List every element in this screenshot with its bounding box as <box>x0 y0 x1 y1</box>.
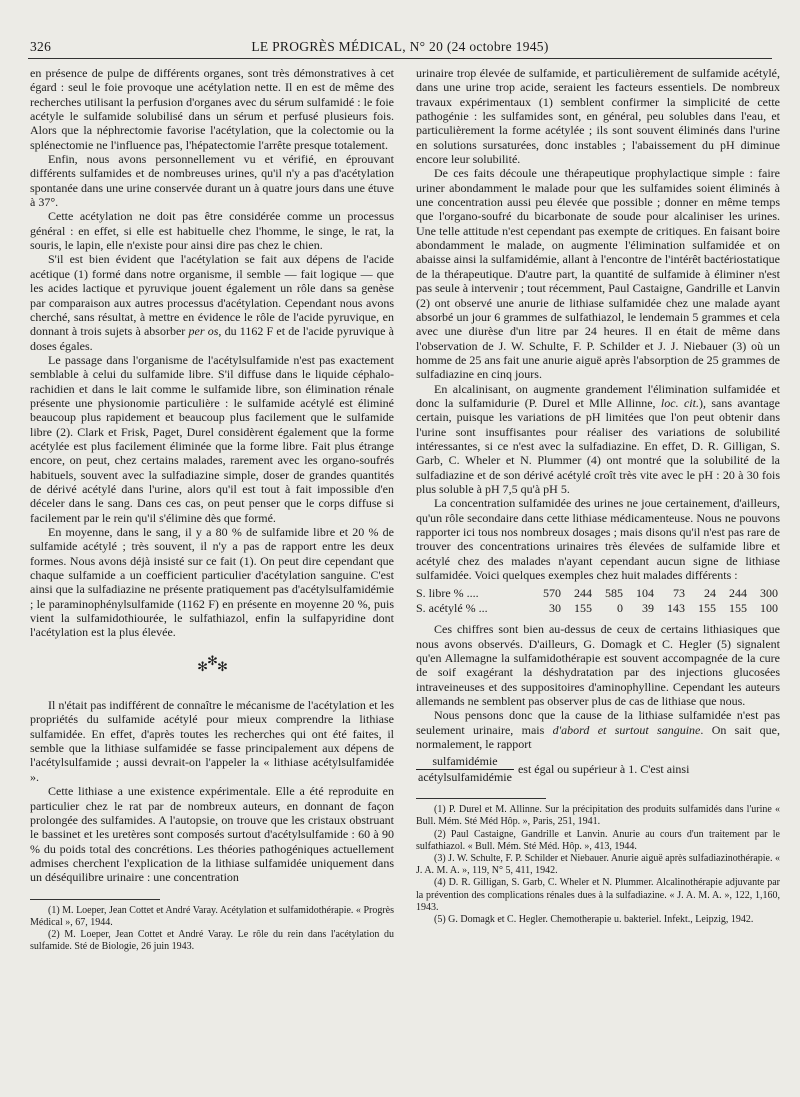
footnote: (1) M. Loeper, Jean Cottet et André Varay. Acétylation et sulfamidothérapie. « Progrès Médical », 67, 1944. <box>30 904 394 928</box>
fraction-denominator: acétylsulfamidémie <box>418 769 512 784</box>
fraction-numerator: sulfamidémie <box>416 754 514 769</box>
section-separator-stars: ✻✻✻ <box>197 652 227 674</box>
table-cell: 155 <box>729 601 747 616</box>
table-cell: 100 <box>760 601 778 616</box>
table-cell: 104 <box>636 586 654 601</box>
paragraph: Il n'était pas indifférent de connaître le mécanisme de l'acétylation et les propriétés du sulfamide acétylé pour mieux comprendre la lithiase sulfamidée. En effet, d'après toutes les recherches qui ont été faites, il semble que la lithiase sulfamidée se fasse principalement aux dépens de l'acétylsulfamide ; aussi devrait-on l'appeler la « lithiase acétylsulfamidée ». <box>30 698 394 784</box>
running-title: LE PROGRÈS MÉDICAL, N° 20 (24 octobre 1945) <box>251 39 549 54</box>
footnote: (3) J. W. Schulte, F. P. Schilder et Niebauer. Anurie aiguë après sulfadiazinothérapie. « J. A. M. A. », 119, N° 5, 411, 1942. <box>416 852 780 877</box>
formula-text: est égal ou supérieur à 1. C'est ainsi <box>517 762 690 777</box>
footnote-rule <box>30 899 160 900</box>
paragraph: S'il est bien évident que l'acétylation se fait aux dépens de l'acide acétique (1) formé dans notre organisme, il semble — fait logique — que les acides lactique et pyruvique jouent également un rôle dans sa genèse par comparaison aux autres processus d'acétylation. Cependant nous avons cherché, sans résultat, à mettre en évidence le rôle de l'acide pyruvique, en donnant à trois sujets à absorber per os, du 1162 F et de l'acide pyruvique à doses égales. <box>30 252 395 353</box>
paragraph: Nous pensons donc que la cause de la lithiase sulfamidée n'est pas seulement urinaire, mais d'abord et surtout sanguine. On sait que, normalement, le rapport <box>416 708 781 752</box>
paragraph: La concentration sulfamidée des urines ne joue certainement, d'ailleurs, qu'un rôle secondaire dans cette lithiase médicamenteuse. Nous ne pouvons rapporter ici tous nos nombreux dosages ; mais disons qu'il n'est pas rare de trouver des concentrations urinaires très élevées de sulfamide libre et acétylé chez des malades n'ayant cependant aucun signe de lithiase sulfamidée. Voici quelques exemples chez huit malades différents : <box>416 496 780 583</box>
table-cell: 73 <box>673 586 685 601</box>
paragraph: urinaire trop élevée de sulfamide, et particulièrement de sulfamide acétylé, dans une urine trop acide, seraient les facteurs essentiels. De nombreux travaux expérimentaux (1) semblent confirmer la simplicité de cette pathogénie : les sulfamides sont, en général, peu solubles dans l'eau, et particulièrement la forme acétylée ; ils sont souvent éliminés dans l'urine en solutions sursaturées, donc instables ; l'abaissement du pH diminue encore leur solubilité. <box>416 66 780 167</box>
paragraph: Cette lithiase a une existence expérimentale. Elle a été reproduite en particulier chez le rat par de nombreux auteurs, en donnant de façon prolongée des sulfamides. A l'autopsie, on trouve que les cristaux obstruant le bassinet et les uretères sont composés surtout d'acétylsulfamide : 60 à 90 % du poids total des concrétions. Les théories pathogéniques actuellement admises cherchent l'explication de la lithiase sulfamidée uniquement dans un déséquilibre urinaire : une concentration <box>30 784 394 885</box>
table-cell: 30 <box>549 601 561 616</box>
footnote-rule <box>416 798 546 799</box>
emphasis: loc. cit. <box>660 395 699 410</box>
footnote: (4) D. R. Gilligan, S. Garb, C. Wheler et N. Plummer. Alcalinothérapie adjuvante par la prévention des complications rénales dues à la sulfadiazine. « J. A. M. A. », 122, 1,160, 1943. <box>416 877 780 913</box>
table-cell: 0 <box>617 601 623 616</box>
row-label: S. libre % .... <box>416 586 479 601</box>
table-cell: 155 <box>698 601 716 616</box>
emphasis: d'abord et surtout sanguine <box>552 722 701 737</box>
paragraph: Ces chiffres sont bien au-dessus de ceux de certains lithiasiques que nous avons observés. D'ailleurs, G. Domagk et C. Hegler (5) signalent qu'en Allemagne la sulfamidothérapie est souvent accompagnée de la cure de soif exagérant la déshydratation par des injections glucosées intraveineuses et des suppositoires d'aminophylline. Cependant les auteurs allemands ne semblent pas observer plus de cas de lithiase que nous. <box>416 622 780 709</box>
paragraph: De ces faits découle une thérapeutique prophylactique simple : faire uriner abondamment le malade pour que les sulfamides soient éliminés à une concentration aussi peu élevée que possible ; donner en même temps que l'organo-soufré du bicarbonate de soude pour alcaliniser les urines. Une telle attitude n'est cependant pas exempte de critiques. En faisant boire abondamment le malade, on augmente l'élimination sulfamidée et on abaisse ainsi la sulfamidémie, allant à l'encontre de l'intérêt bactériostatique de la thérapeutique. D'autre part, la quantité de sulfamide à éliminer n'est pas seule à intervenir ; tout récemment, Paul Castaigne, Gandrille et Lanvin (2) ont observé une anurie de lithiase sulfamidée chez une malade ayant absorbé un jour 6 grammes de sulfathiazol, le lendemain 5 grammes et cela avec une diurèse d'un litre par 24 heures. Il en était de même dans l'observation de J. W. Schulte, F. P. Schilder et J. J. Niebauer (3) où un homme de 25 ans fait une anurie aiguë après l'absorption de 25 grammes de sulfadiazine en cinq jours. <box>416 166 780 382</box>
paragraph: en présence de pulpe de différents organes, sont très démonstratives à cet égard : seul le foie provoque une acétylation nette. Il en est de même des recherches utilisant la perfusion d'organes avec du sérum sulfamidé : le foie acétyle le sulfamide solubilisé dans un sérum et perfusé plusieurs fois. Alors que la néphrectomie favorise l'acétylation, que la colectomie ou la splénectomie ne l'influence pas, l'hépatectomie l'arrête presque totalement. <box>30 66 394 152</box>
footnote: (5) G. Domagk et C. Hegler. Chemotherapie u. bakteriel. Infekt., Leipzig, 1942. <box>434 913 754 925</box>
right-column <box>416 66 780 926</box>
table-row <box>416 586 780 601</box>
paragraph: Enfin, nous avons personnellement vu et vérifié, en éprouvant différents sulfamides et de nombreuses urines, qu'il n'y a pas d'acétylation spontanée dans une urine conservée durant un à quatre jours dans une étuve à 37°. <box>30 152 394 210</box>
table-cell: 39 <box>642 601 654 616</box>
footnote: (2) Paul Castaigne, Gandrille et Lanvin. Anurie au cours d'un traitement par le sulfathiazol. « Bull. Mém. Sté Méd. Hôp. », 413, 1944. <box>416 828 780 852</box>
table-cell: 24 <box>704 586 716 601</box>
running-header <box>28 36 772 59</box>
paragraph: En moyenne, dans le sang, il y a 80 % de sulfamide libre et 20 % de sulfamide acétylé ; très souvent, il n'y a pas de rapport entre les deux formes. Nous avons déjà insisté sur ce fait (1). On peut dire cependant que chaque sulfamide a un coefficient particulier d'acétylation sanguine. C'est ainsi que la sulfadiazine ne présente pratiquement pas d'acétylsulfamidémie ; le paraminophénylsulfamide (1162 F) en présente en moyenne 20 %, puis vient la sulfamidothiourée, le sulfathiazol, enfin la sulfapyridine dont l'acétylation est la plus élevée. <box>30 525 394 640</box>
row-label: S. acétylé % ... <box>416 601 488 616</box>
table-row <box>416 601 780 616</box>
left-column <box>30 66 394 953</box>
table-cell: 300 <box>760 586 778 601</box>
footnote: (2) M. Loeper, Jean Cottet et André Varay. Le rôle du rein dans l'acétylation du sulfamide. Sté de Biologie, 26 juin 1943. <box>30 928 394 953</box>
concentration-table <box>416 586 780 616</box>
paragraph: Cette acétylation ne doit pas être considérée comme un processus général : en effet, si elle est habituelle chez l'homme, le singe, le rat, la souris, le lapin, elle n'existe pour ainsi dire pas chez le chien. <box>30 209 394 253</box>
fraction <box>416 754 514 784</box>
table-cell: 570 <box>543 586 561 601</box>
table-cell: 143 <box>667 601 685 616</box>
table-cell: 585 <box>605 586 623 601</box>
paragraph: En alcalinisant, on augmente grandement l'élimination sulfamidée et donc la sulfamidurie (P. Durel et Mlle Allinne, loc. cit.), sans avantage certain, puisque les variations de pH limitées que l'on peut obtenir dans l'urine sont insuffisantes pour réaliser des variations de solubilité intéressantes, si ce n'est avec la sulfadiazine. En effet, D. R. Gilligan, S. Garb, C. Wheler et N. Plummer (4) ont montré que la solubilité de la sulfadiazine et de son dérivé acétylé croît très vite avec le pH : 20 à 30 fois plus soluble à pH 7,5 qu'à pH 5. <box>416 381 780 496</box>
footnote: (1) P. Durel et M. Allinne. Sur la précipitation des produits sulfamidés dans l'urine « Bull. Mém. Sté Méd Hôp. », Paris, 251, 1941. <box>416 804 780 828</box>
table-cell: 244 <box>729 586 747 601</box>
emphasis: per os <box>188 324 219 339</box>
table-cell: 244 <box>574 586 592 601</box>
table-cell: 155 <box>574 601 592 616</box>
ratio-formula <box>416 754 780 784</box>
paragraph: Le passage dans l'organisme de l'acétylsulfamide n'est pas exactement semblable à celui du sulfamide libre. S'il diffuse dans le liquide céphalo-rachidien et dans le lait comme le sulfamide libre, son élimination rénale présente une physionomie particulière : le sulfamide acétylé est éliminé beaucoup plus rapidement et beaucoup plus facilement que le sulfamide libre (2). Clark et Frisk, Paget, Durel considèrent également que la forme acétylée est plus facilement éliminée que la forme libre. Fait plus étrange encore, on peut, chez certains malades, rarement avec les organo-soufrés habituels, souvent avec la sulfadiazine simple, doser de grandes quantités de dérivé acétylé dans l'urine, alors qu'il est tout à fait impossible d'en déceler dans le sang. Dans ces cas, on peut penser que le corps diffuse si facilement par le rein qu'il s'élimine dès que formé. <box>30 352 394 525</box>
page-number: 326 <box>30 39 52 54</box>
